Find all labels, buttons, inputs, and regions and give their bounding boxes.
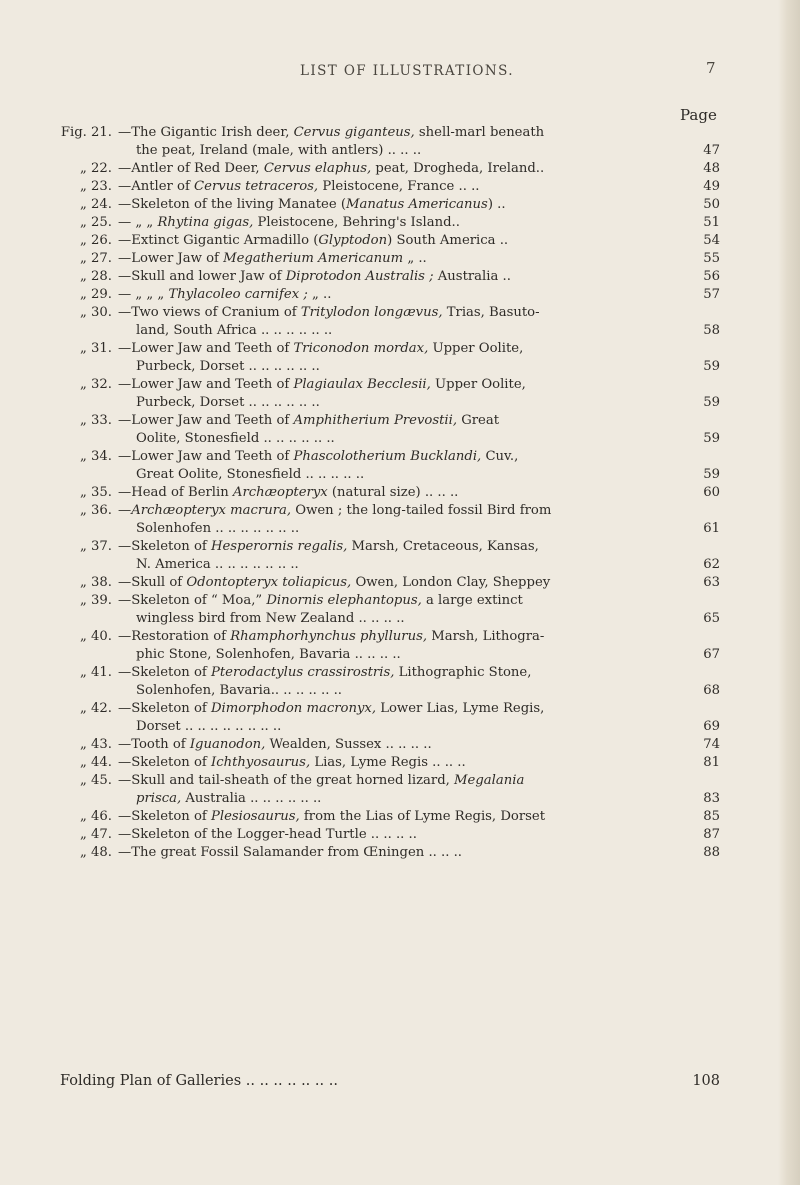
figure-number: „ 22. <box>80 161 112 176</box>
caption-text: Marsh, Lithogra- <box>427 629 545 644</box>
caption-line <box>118 268 678 286</box>
caption-line <box>118 610 678 628</box>
caption-text: Pleistocene, Behring's Island.. <box>253 215 460 230</box>
page-reference: 50 <box>703 197 720 212</box>
figure-number: „ 27. <box>80 251 112 266</box>
figure-number: „ 47. <box>80 827 112 842</box>
figure-caption <box>118 214 678 232</box>
list-item <box>60 178 720 196</box>
caption-line <box>118 538 678 556</box>
species-name: Plesiosaurus, <box>210 809 300 824</box>
page-reference: 69 <box>703 719 720 734</box>
caption-line <box>118 448 678 466</box>
page-reference: 83 <box>703 791 720 806</box>
caption-text: —Skeleton of <box>118 539 211 554</box>
caption-text: N. America .. .. .. .. .. .. .. <box>136 557 299 572</box>
figure-caption <box>118 592 678 628</box>
figure-number: „ 25. <box>80 215 112 230</box>
caption-line <box>118 322 678 340</box>
page-column-heading: Page <box>680 106 717 124</box>
figure-number: „ 37. <box>80 539 112 554</box>
caption-text: —Antler of <box>118 179 195 194</box>
page-edge-shadow <box>778 0 800 1185</box>
caption-line <box>118 736 678 754</box>
caption-text: Marsh, Cretaceous, Kansas, <box>347 539 539 554</box>
folding-plan-label: Folding Plan of Galleries .. .. .. .. .. .. .. <box>60 1073 338 1089</box>
caption-text: Purbeck, Dorset .. .. .. .. .. .. <box>136 395 320 410</box>
caption-line <box>118 196 678 214</box>
page-reference: 49 <box>703 179 720 194</box>
caption-text: —Skeleton of <box>118 701 211 716</box>
caption-line <box>118 178 678 196</box>
page-reference: 55 <box>703 251 720 266</box>
figure-number: „ 26. <box>80 233 112 248</box>
figure-caption <box>118 250 678 268</box>
caption-text: —Lower Jaw and Teeth of <box>118 413 294 428</box>
list-item <box>60 160 720 178</box>
caption-text: Owen ; the long-tailed fossil Bird from <box>291 503 552 518</box>
caption-text: —Lower Jaw and Teeth of <box>118 377 294 392</box>
folding-plan-page: 108 <box>692 1073 720 1089</box>
caption-text: (natural size) .. .. .. <box>327 485 459 500</box>
figure-number: „ 32. <box>80 377 112 392</box>
caption-line <box>118 520 678 538</box>
caption-text: from the Lias of Lyme Regis, Dorset <box>299 809 546 824</box>
figure-number: „ 28. <box>80 269 112 284</box>
species-name: Ichthyosaurus, <box>210 755 311 770</box>
figure-number: „ 30. <box>80 305 112 320</box>
figure-number: „ 33. <box>80 413 112 428</box>
caption-text: Australia .. <box>433 269 511 284</box>
page-reference: 85 <box>703 809 720 824</box>
caption-text: —Skeleton of the Logger-head Turtle .. .. .. .. <box>118 827 417 842</box>
caption-text: shell-marl beneath <box>414 125 545 140</box>
species-name: Tritylodon longævus, <box>300 305 443 320</box>
caption-line <box>118 214 678 232</box>
figure-number: „ 48. <box>80 845 112 860</box>
figure-number: „ 29. <box>80 287 112 302</box>
list-item <box>60 664 720 700</box>
caption-line <box>118 556 678 574</box>
caption-line <box>118 340 678 358</box>
page-reference: 81 <box>703 755 720 770</box>
figure-caption <box>118 844 678 862</box>
caption-line <box>118 700 678 718</box>
figure-caption <box>118 304 678 340</box>
caption-text: —Skeleton of <box>118 809 211 824</box>
species-name: Hesperornis regalis, <box>210 539 348 554</box>
figure-number: „ 40. <box>80 629 112 644</box>
list-item <box>60 376 720 412</box>
figure-number: „ 34. <box>80 449 112 464</box>
caption-text: Lower Lias, Lyme Regis, <box>376 701 545 716</box>
caption-text: —Antler of Red Deer, <box>118 161 264 176</box>
figure-number: „ 24. <box>80 197 112 212</box>
page-reference: 47 <box>703 143 720 158</box>
caption-text: wingless bird from New Zealand .. .. .. .. <box>136 611 405 626</box>
figure-caption <box>118 232 678 250</box>
figure-caption <box>118 178 678 196</box>
page-reference: 54 <box>703 233 720 248</box>
caption-text: phic Stone, Solenhofen, Bavaria .. .. .. .. <box>136 647 401 662</box>
running-title: LIST OF ILLUSTRATIONS. <box>300 63 514 79</box>
species-name: Iguanodon, <box>189 737 266 752</box>
caption-text: —Skeleton of the living Manatee ( <box>118 197 346 212</box>
page-number: 7 <box>706 59 716 77</box>
figure-caption <box>118 412 678 448</box>
list-item <box>60 286 720 304</box>
species-name: Dimorphodon macronyx, <box>210 701 377 716</box>
caption-text: —The great Fossil Salamander from Œningen .. .. .. <box>118 845 462 860</box>
list-item <box>60 124 720 160</box>
species-name: Archæopteryx <box>232 485 328 500</box>
caption-text: Lithographic Stone, <box>394 665 532 680</box>
list-item <box>60 592 720 628</box>
figure-number: „ 41. <box>80 665 112 680</box>
caption-text: —Skull of <box>118 575 187 590</box>
caption-line <box>118 286 678 304</box>
species-name: Megatherium Americanum <box>223 251 404 266</box>
page-reference: 59 <box>703 431 720 446</box>
page-reference: 67 <box>703 647 720 662</box>
species-name: Cervus elaphus, <box>263 161 372 176</box>
figure-caption <box>118 502 678 538</box>
figure-number: „ 36. <box>80 503 112 518</box>
list-item <box>60 214 720 232</box>
caption-text: Australia .. .. .. .. .. .. <box>181 791 322 806</box>
figure-caption <box>118 538 678 574</box>
page-reference: 62 <box>703 557 720 572</box>
caption-line <box>118 718 678 736</box>
list-item <box>60 502 720 538</box>
page-reference: 74 <box>703 737 720 752</box>
figure-number: „ 45. <box>80 773 112 788</box>
caption-line <box>118 628 678 646</box>
caption-line <box>118 574 678 592</box>
species-name: Phascolotherium Bucklandi, <box>293 449 482 464</box>
list-item <box>60 826 720 844</box>
species-name: Archæopteryx macrura, <box>131 503 292 518</box>
list-item <box>60 736 720 754</box>
caption-text: Pleistocene, France .. .. <box>318 179 480 194</box>
figure-caption <box>118 808 678 826</box>
figure-caption <box>118 286 678 304</box>
caption-line <box>118 304 678 322</box>
folding-plan-entry <box>60 1073 720 1089</box>
page-reference: 60 <box>703 485 720 500</box>
page-reference: 51 <box>703 215 720 230</box>
list-item <box>60 448 720 484</box>
list-item <box>60 754 720 772</box>
figure-caption <box>118 664 678 700</box>
caption-line <box>118 754 678 772</box>
caption-line <box>118 394 678 412</box>
list-item <box>60 340 720 376</box>
caption-line <box>118 466 678 484</box>
figure-caption <box>118 772 678 808</box>
page-reference: 88 <box>703 845 720 860</box>
caption-text: Upper Oolite, <box>430 377 526 392</box>
page-reference: 61 <box>703 521 720 536</box>
caption-line <box>118 376 678 394</box>
list-item <box>60 808 720 826</box>
figure-number: „ 31. <box>80 341 112 356</box>
figure-number: „ 39. <box>80 593 112 608</box>
caption-line <box>118 808 678 826</box>
page-reference: 59 <box>703 359 720 374</box>
figure-caption <box>118 448 678 484</box>
species-name: Diprotodon Australis ; <box>285 269 434 284</box>
list-item <box>60 232 720 250</box>
caption-text: —Skeleton of <box>118 665 211 680</box>
list-item <box>60 304 720 340</box>
caption-line <box>118 142 678 160</box>
caption-text: —Tooth of <box>118 737 190 752</box>
caption-text: —Extinct Gigantic Armadillo ( <box>118 233 319 248</box>
caption-text: the peat, Ireland (male, with antlers) .. .. .. <box>136 143 422 158</box>
list-item <box>60 538 720 574</box>
list-item <box>60 412 720 448</box>
caption-text: —The Gigantic Irish deer, <box>118 125 294 140</box>
caption-text: Cuv., <box>481 449 519 464</box>
species-name: Dinornis elephantopus, <box>266 593 422 608</box>
caption-line <box>118 772 678 790</box>
caption-text: Owen, London Clay, Sheppey <box>351 575 551 590</box>
species-name: Manatus Americanus <box>345 197 488 212</box>
caption-line <box>118 358 678 376</box>
list-item <box>60 484 720 502</box>
caption-text: Solenhofen, Bavaria.. .. .. .. .. .. <box>136 683 342 698</box>
list-item <box>60 628 720 664</box>
caption-text: „ .. <box>307 287 332 302</box>
species-name: Pterodactylus crassirostris, <box>210 665 395 680</box>
caption-text: —Restoration of <box>118 629 231 644</box>
caption-line <box>118 250 678 268</box>
species-name: Thylacoleo carnifex ; <box>168 287 308 302</box>
caption-text: Oolite, Stonesfield .. .. .. .. .. .. <box>136 431 335 446</box>
figure-number: „ 44. <box>80 755 112 770</box>
caption-line <box>118 664 678 682</box>
caption-text: a large extinct <box>421 593 523 608</box>
caption-text: —Skull and tail-sheath of the great horned lizard, <box>118 773 455 788</box>
figure-caption <box>118 124 678 160</box>
page-reference: 68 <box>703 683 720 698</box>
page-reference: 59 <box>703 467 720 482</box>
figure-caption <box>118 376 678 412</box>
caption-text: ) .. <box>487 197 506 212</box>
species-name: Megalania <box>454 773 525 788</box>
page-reference: 57 <box>703 287 720 302</box>
figure-caption <box>118 700 678 736</box>
species-name: Triconodon mordax, <box>293 341 429 356</box>
caption-text: —Head of Berlin <box>118 485 233 500</box>
figure-caption <box>118 628 678 664</box>
figure-number: Fig. 21. <box>60 125 112 140</box>
figure-caption <box>118 340 678 376</box>
list-item <box>60 574 720 592</box>
figure-number: „ 46. <box>80 809 112 824</box>
caption-line <box>118 682 678 700</box>
caption-text: —Skeleton of “ Moa,” <box>118 593 267 608</box>
figure-caption <box>118 160 678 178</box>
species-name: Plagiaulax Becclesii, <box>293 377 431 392</box>
caption-line <box>118 592 678 610</box>
figure-caption <box>118 574 678 592</box>
caption-text: Trias, Basuto- <box>442 305 540 320</box>
caption-text: Lias, Lyme Regis .. .. .. <box>310 755 466 770</box>
caption-text: Great Oolite, Stonesfield .. .. .. .. .. <box>136 467 365 482</box>
list-item <box>60 700 720 736</box>
caption-text: Wealden, Sussex .. .. .. .. <box>265 737 432 752</box>
caption-text: — „ „ <box>118 215 158 230</box>
species-name: Rhamphorhynchus phyllurus, <box>230 629 428 644</box>
page-reference: 58 <box>703 323 720 338</box>
page-reference: 48 <box>703 161 720 176</box>
figure-number: „ 43. <box>80 737 112 752</box>
caption-text: land, South Africa .. .. .. .. .. .. <box>136 323 333 338</box>
page-reference: 87 <box>703 827 720 842</box>
page-reference: 65 <box>703 611 720 626</box>
figure-number: „ 42. <box>80 701 112 716</box>
figure-caption <box>118 826 678 844</box>
list-item <box>60 196 720 214</box>
species-name: prisca, <box>136 791 182 806</box>
list-item <box>60 250 720 268</box>
caption-text: — „ „ „ <box>118 287 169 302</box>
caption-text: Upper Oolite, <box>428 341 524 356</box>
species-name: Rhytina gigas, <box>157 215 254 230</box>
figure-caption <box>118 196 678 214</box>
caption-text: — <box>118 503 132 518</box>
species-name: Glyptodon <box>318 233 388 248</box>
caption-line <box>118 502 678 520</box>
caption-text: Solenhofen .. .. .. .. .. .. .. <box>136 521 300 536</box>
caption-text: —Lower Jaw of <box>118 251 224 266</box>
species-name: Odontopteryx toliapicus, <box>186 575 352 590</box>
caption-line <box>118 826 678 844</box>
list-item <box>60 844 720 862</box>
caption-text: Dorset .. .. .. .. .. .. .. .. <box>136 719 282 734</box>
caption-text: —Lower Jaw and Teeth of <box>118 341 294 356</box>
caption-text: —Skeleton of <box>118 755 211 770</box>
caption-line <box>118 232 678 250</box>
caption-text: peat, Drogheda, Ireland.. <box>371 161 545 176</box>
species-name: Cervus tetraceros, <box>194 179 319 194</box>
caption-line <box>118 124 678 142</box>
list-item <box>60 772 720 808</box>
page-reference: 56 <box>703 269 720 284</box>
caption-text: Great <box>457 413 500 428</box>
caption-line <box>118 484 678 502</box>
figure-number: „ 23. <box>80 179 112 194</box>
figure-number: „ 35. <box>80 485 112 500</box>
page-reference: 59 <box>703 395 720 410</box>
caption-text: —Lower Jaw and Teeth of <box>118 449 294 464</box>
figure-caption <box>118 268 678 286</box>
figure-caption <box>118 754 678 772</box>
figure-number: „ 38. <box>80 575 112 590</box>
list-item <box>60 268 720 286</box>
species-name: Cervus giganteus, <box>293 125 415 140</box>
caption-text: Purbeck, Dorset .. .. .. .. .. .. <box>136 359 320 374</box>
figure-caption <box>118 484 678 502</box>
caption-text: ) South America .. <box>387 233 509 248</box>
caption-text: —Skull and lower Jaw of <box>118 269 286 284</box>
caption-line <box>118 790 678 808</box>
caption-text: —Two views of Cranium of <box>118 305 301 320</box>
caption-line <box>118 160 678 178</box>
caption-line <box>118 646 678 664</box>
caption-line <box>118 844 678 862</box>
page-reference: 63 <box>703 575 720 590</box>
species-name: Amphitherium Prevostii, <box>293 413 458 428</box>
caption-text: „ .. <box>403 251 427 266</box>
caption-line <box>118 430 678 448</box>
caption-line <box>118 412 678 430</box>
figure-caption <box>118 736 678 754</box>
